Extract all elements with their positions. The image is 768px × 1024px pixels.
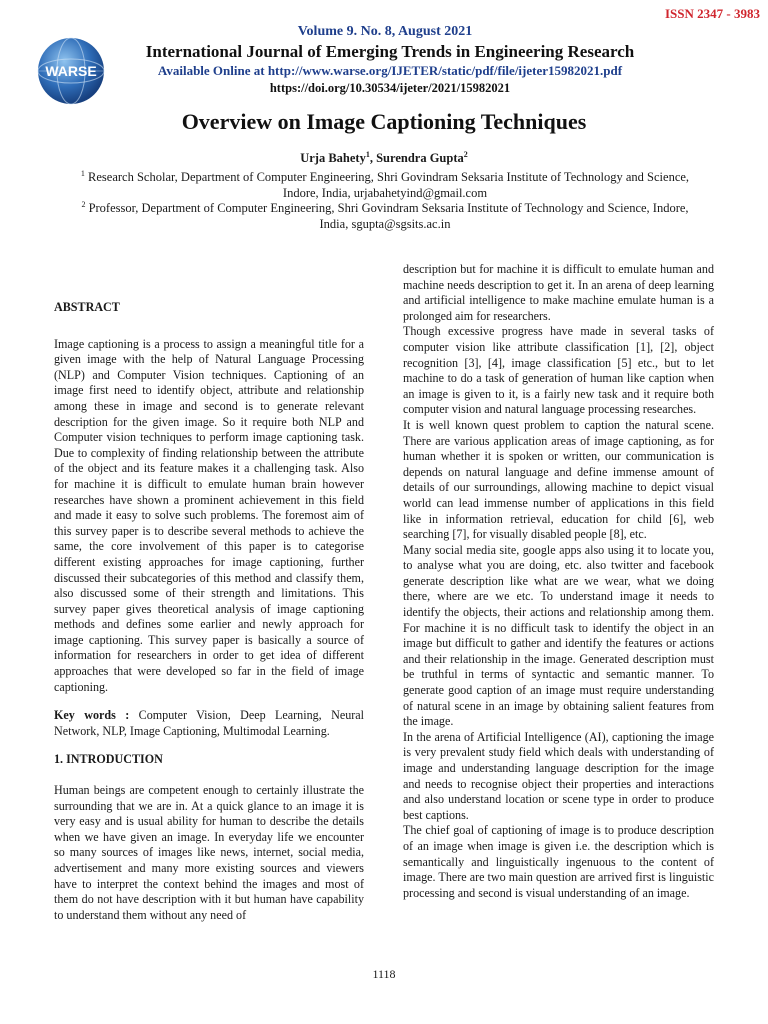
globe-icon xyxy=(36,36,106,106)
logo-text: WARSE xyxy=(45,63,97,79)
author-2: Surendra Gupta xyxy=(376,151,464,166)
keywords-text: Computer Vision, Deep Learning, Neural Network, NLP, Image Captioning, Multimodal Learning. xyxy=(54,708,365,738)
affiliation-2-sup: 2 xyxy=(81,200,86,209)
journal-name: International Journal of Emerging Trends in Engineering Research xyxy=(145,42,635,61)
author-separator: , xyxy=(369,151,377,166)
warse-logo xyxy=(36,36,106,106)
author-1-sup: 1 xyxy=(365,150,370,159)
affiliation-1-sup: 1 xyxy=(80,169,85,178)
abstract-text: Image captioning is a process to assign a meaningful title for a given image with the help of Natural Language Processing (NLP) and Computer Vision techniques. Captioning of an image first need to identify object, attribute and relationship among these in image and second is to generate relevant description for the given image. So it require both NLP and Computer vision techniques to perform image captioning task. Due to complexity of finding relationship between the attribute of the object and its feature makes it a challenging task. Also for machine it is difficult to emulate human brain however researches have shown a prominent achievement in this field and made it easy to solve such problems. The foremost aim of this survey paper is to describe several methods to achieve the same, the core involvement of this paper is to categorise different existing approaches for image captioning, further discussed their subcategories of this method and classify them, also discussed some of their strength and limitations. This survey paper gives theoretical analysis of image captioning methods and defines some earlier and newly approach for image captioning. This survey paper is basically a source of information for researchers in order to get idea of different approaches that were developed so far in the field of image captioning. xyxy=(54,336,364,694)
keywords-label: Key words : xyxy=(54,708,139,723)
paragraph-4: Many social media site, google apps also using it to locate you, to analyse what you are doing, etc. also twitter and facebook generate description like what are we wear, what we doing there, where are we etc. To understand image it needs to identify the objects, their actions and relationship among them. For machine it is no difficult task to identify the object in an image but difficult to gather and identify the features or actions and their relationship in the image. Generated description must be truthful in terms of syntactic and semantic manner. To generate good caption of an image must require understanding of natural scene in an image by obtaining salient features from the image. xyxy=(403,542,714,729)
authors-line xyxy=(0,150,768,166)
volume-line: Volume 9. No. 8, August 2021 xyxy=(297,24,473,39)
introduction-heading: 1. INTRODUCTION xyxy=(54,752,163,767)
issn-label: ISSN 2347 - 3983 xyxy=(665,6,760,21)
affiliation-2 xyxy=(80,197,690,232)
paragraph-6: The chief goal of captioning of image is to produce description of an image when image is given i.e. the description which is semantically and linguistically ingenuous to the content of image. There are two main question are arrived first is linguistic processing and second is visual understanding of an image. xyxy=(403,823,714,900)
paragraph-5: In the arena of Artificial Intelligence (AI), captioning the image is very prevalent study field which deals with understanding of image and understanding language description for the image and needs to recognise object their properties and interactions and also understand location or scene type in order to produce best captions. xyxy=(403,729,714,822)
affiliation-1-text: Research Scholar, Department of Computer Engineering, Shri Govindram Seksaria Institute of Technology and Science, Indore, India, urjabahetyind@gmail.com xyxy=(84,170,690,201)
keywords xyxy=(54,708,364,739)
affiliation-2-text: Professor, Department of Computer Engineering, Shri Govindram Seksaria Institute of Technology and Science, Indore, India, sgupta@sgsits.ac.in xyxy=(85,201,689,232)
abstract-heading: ABSTRACT xyxy=(54,300,120,314)
doi-link[interactable]: https://doi.org/10.30534/ijeter/2021/15982021 xyxy=(269,81,511,95)
paragraph-2: Though excessive progress have made in several tasks of computer vision like attribute classification [1], [2], object recognition [3], [4], image classification [5] etc., but to let machine to do a task of generation of human like caption when an image is given to it, is a fairly new task and it require both computer vision and natural language processing researches. xyxy=(403,324,714,417)
page-number: 1118 xyxy=(372,967,396,981)
paragraph-3: It is well known quest problem to caption the natural scene. There are various application areas of image captioning, as for human whether it is spoken or written, our communication is depends on natural language and define immense amount of details of our surroundings, allowing machine to depict visual world can lead immense number of applications in this field like in information retrieval, education for child [6], web searching [7], for visually disabled people [8], etc. xyxy=(403,417,714,542)
author-2-sup: 2 xyxy=(463,150,468,159)
intro-paragraph: Human beings are competent enough to certainly illustrate the surrounding that we are in. At a quick glance to an image it is very easy and is usual ability for human to describe the details when we have given an image. In everyday life we encounter so many sources of images like news, internet, social media, advertisement and many more existing sources and viewers have to interpret the context behind the images and most of them do not have description with it but human have capability to understand them without any need of xyxy=(54,783,364,922)
left-column xyxy=(54,300,364,923)
available-online-link[interactable]: Available Online at http://www.warse.org/IJETER/static/pdf/file/ijeter15982021.pdf xyxy=(157,63,623,78)
paper-title: Overview on Image Captioning Techniques xyxy=(181,109,587,134)
affiliation-1 xyxy=(80,166,690,201)
right-column xyxy=(403,262,714,901)
paragraph-1: description but for machine it is difficult to emulate human and machine needs description to get it. In an arena of deep learning and artificial intelligence to make machine emulate human is a prolonged aim for researchers. xyxy=(403,262,714,323)
author-1: Urja Bahety xyxy=(300,151,366,166)
